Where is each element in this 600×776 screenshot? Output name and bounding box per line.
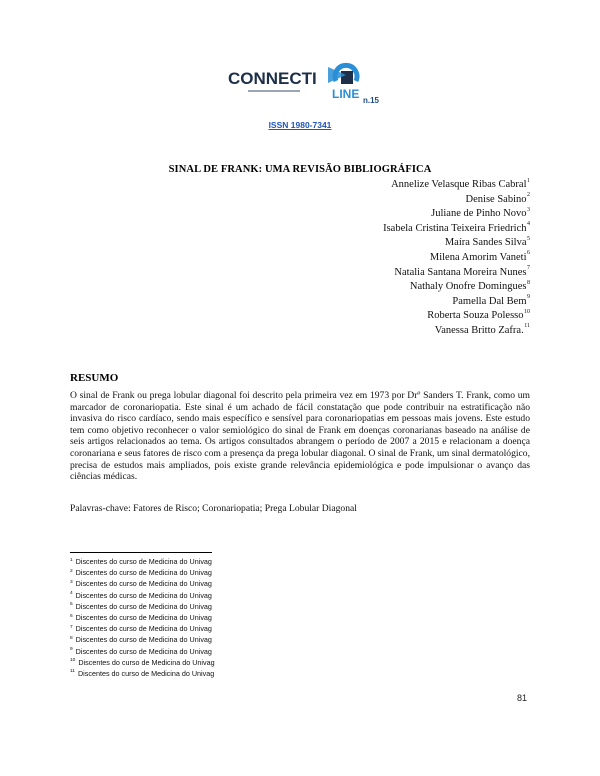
article-title: SINAL DE FRANK: UMA REVISÃO BIBLIOGRÁFICA — [168, 164, 432, 175]
footnote: $^5$ Discentes do curso de Medicina do Univag — [70, 601, 212, 611]
footnote-divider — [70, 552, 212, 553]
author: Annelize Velasque Ribas Cabral$^1$ — [391, 177, 530, 190]
footnote: $^1$ Discentes do curso de Medicina do Univag — [70, 557, 212, 566]
author: Juliane de Pinho Novo$^3$ — [431, 206, 530, 220]
author: Nathaly Onofre Domingues$^8$ — [409, 279, 530, 293]
footnote: $^{11}$ Discentes do curso de Medicina do Univag — [70, 668, 215, 678]
author: Isabela Cristina Teixeira Friedrich$^4$ — [383, 221, 530, 234]
author: Milena Amorim Vaneti$^6$ — [429, 250, 530, 263]
author: Roberta Souza Polesso$^{10}$ — [427, 308, 530, 322]
author-footnote-ref[interactable]: 8 — [527, 279, 530, 286]
author: Vanessa Britto Zafra.$^{11}$ — [434, 323, 530, 336]
author-footnote-ref[interactable]: 5 — [527, 235, 530, 242]
author-footnote-ref[interactable]: 11 — [524, 323, 530, 330]
author: Pamella Dal Bem$^9$ — [452, 294, 530, 307]
author-footnote-ref[interactable]: 3 — [527, 206, 530, 213]
footnote: $^7$ Discentes do curso de Medicina do Univag — [70, 624, 212, 634]
author-footnote-ref[interactable]: 1 — [527, 177, 530, 184]
footnote: $^2$ Discentes do curso de Medicina do Univag — [70, 568, 212, 578]
issue-number: n.15 — [363, 96, 380, 105]
abstract-text: O sinal de Frank ou prega lobular diagonal foi descrito pela primeira vez em 1973 por Drº Sanders T. Frank, como um marcador de coronariopatia. Este sinal é um achado de fácil constatação que pode contribuir na estratificação não invasiva do risco cardíaco, sendo mais específico e sensível para coronariopatias em pessoas mais jovens. Este estudo tem como objetivo reconhecer o valor semiológico do sinal de Frank em doenças coronarianas baseado na análise de seis artigos relacionados ao tema. Os artigos consultados abrangem o período de 2007 a 2015 e relacionam a doença coronariana e seus fatores de risco com a presença da prega lobular diagonal. O sinal de Frank, um sinal dermatológico, precisa de estudos mais ampliados, pois existe grande relevância epidemiológica e pode impulsionar o avanço das ciências médicas. — [70, 390, 530, 483]
keywords-line: Palavras-chave: Fatores de Risco; Coronariopatia; Prega Lobular Diagonal — [70, 503, 357, 514]
section-heading-resumo: RESUMO — [70, 372, 119, 384]
author: Maíra Sandes Silva$^5$ — [444, 235, 530, 249]
footnote: $^4$ Discentes do curso de Medicina do Univag — [70, 590, 212, 600]
footnote: $^6$ Discentes do curso de Medicina do Univag — [70, 612, 212, 622]
footnote: $^{10}$ Discentes do curso de Medicina do Univag — [70, 657, 215, 667]
author-footnote-ref[interactable]: 10 — [524, 308, 530, 315]
author-footnote-ref[interactable]: 9 — [527, 294, 530, 301]
svg-text:CONNECTI: CONNECTI — [228, 69, 317, 88]
author-list — [130, 178, 530, 339]
footnote: $^8$ Discentes do curso de Medicina do Univag — [70, 635, 212, 645]
author-footnote-ref[interactable]: 2 — [527, 192, 530, 199]
svg-text:LINE: LINE — [332, 87, 360, 101]
issn-link[interactable]: ISSN 1980-7341 — [268, 120, 332, 130]
footnotes-list — [70, 556, 215, 679]
author: Denise Sabino$^2$ — [465, 192, 530, 205]
footnote: $^9$ Discentes do curso de Medicina do Univag — [70, 646, 212, 656]
author-footnote-ref[interactable]: 4 — [527, 221, 530, 228]
footnote: $^3$ Discentes do curso de Medicina do Univag — [70, 579, 212, 589]
author: Natalia Santana Moreira Nunes$^7$ — [394, 265, 530, 278]
author-footnote-ref[interactable]: 7 — [527, 265, 530, 272]
author-footnote-ref[interactable]: 6 — [527, 250, 530, 257]
page-number: 81 — [517, 693, 528, 703]
